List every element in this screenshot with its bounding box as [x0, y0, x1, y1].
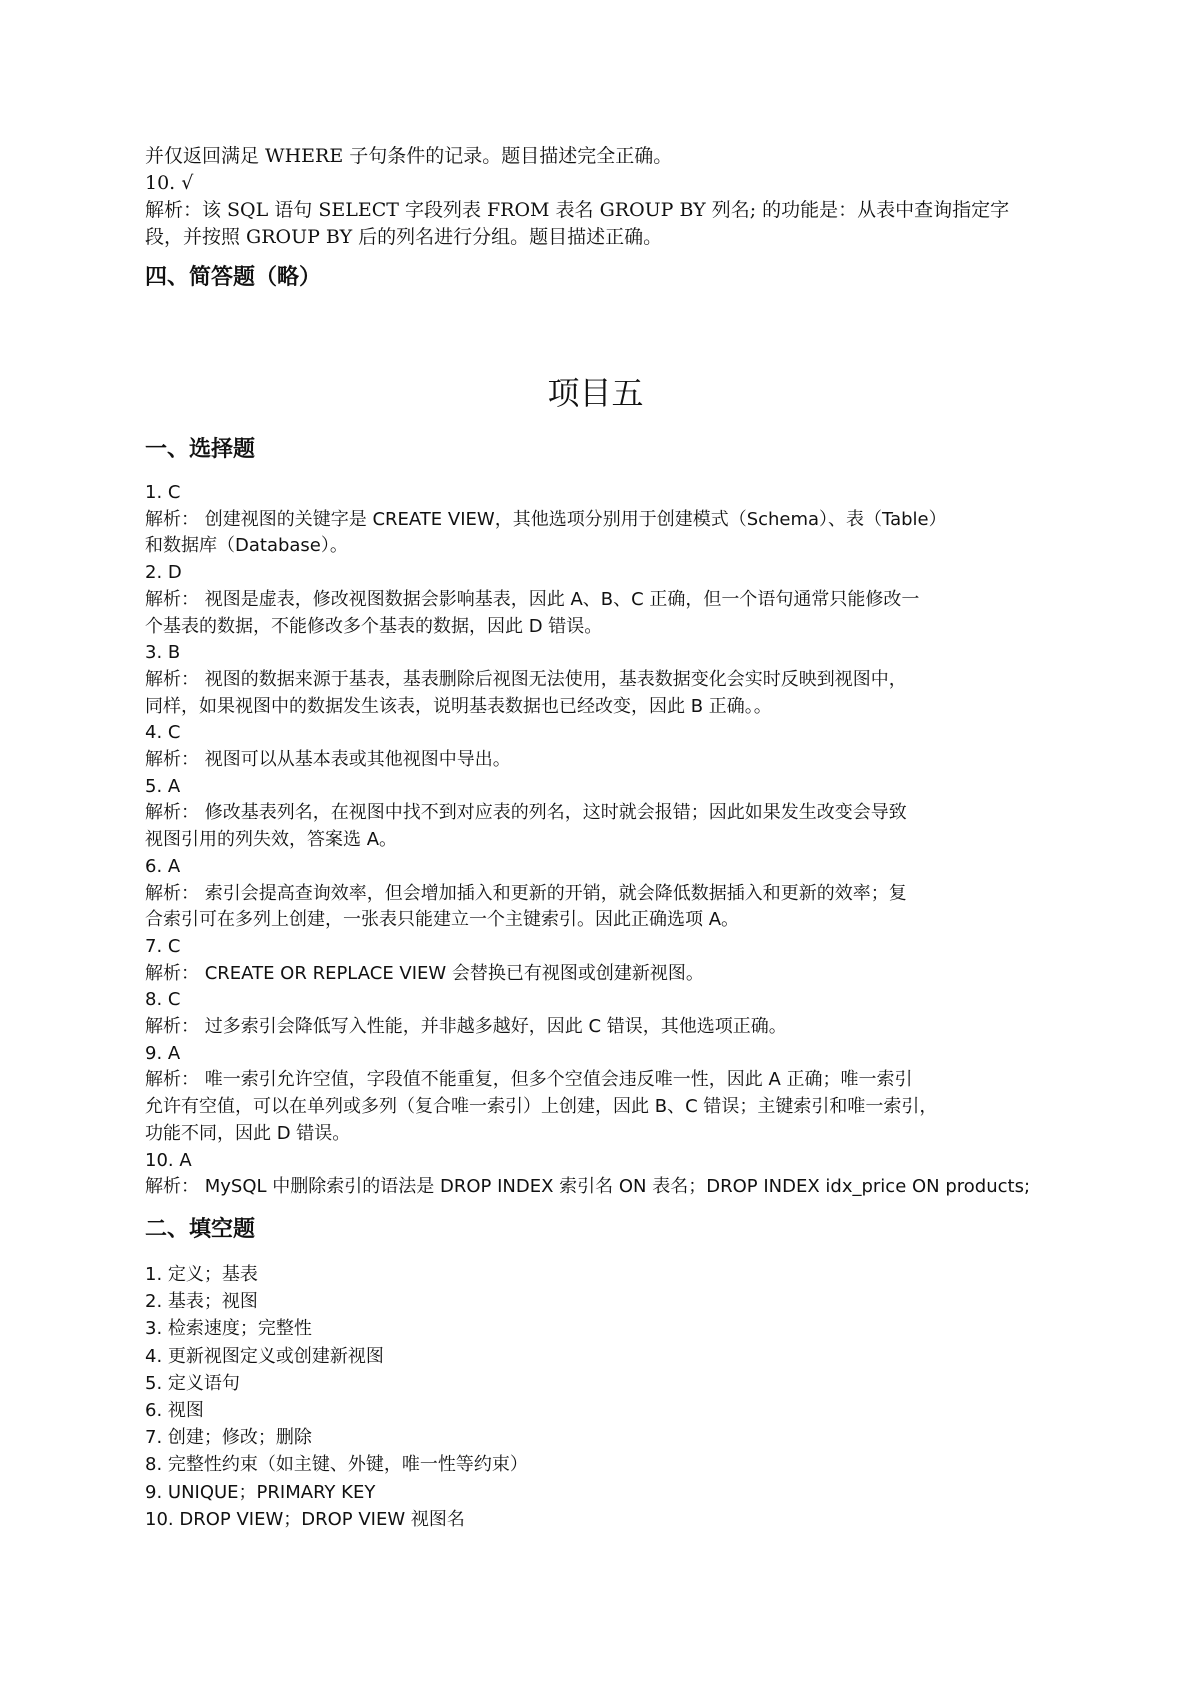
- explanation-line: 解析： MySQL 中删除索引的语法是 DROP INDEX 索引名 ON 表名；DROP INDEX idx_price ON products;: [145, 1176, 1031, 1198]
- answer-number: 5. A: [145, 775, 181, 797]
- fill-blank-item: 8. 完整性约束（如主键、外键，唯一性等约束）: [145, 1454, 528, 1476]
- answer-number: 9. A: [145, 1042, 181, 1064]
- fill-blank-item: 4. 更新视图定义或创建新视图: [145, 1345, 384, 1367]
- answer-number: 2. D: [145, 562, 182, 584]
- explanation-line: 功能不同，因此 D 错误。: [145, 1122, 351, 1144]
- explanation-line: 同样，如果视图中的数据发生该表，说明基表数据也已经改变，因此 B 正确。。: [145, 695, 772, 717]
- explanation-line: 解析： 唯一索引允许空值，字段值不能重复，但多个空值会违反唯一性，因此 A 正确；唯一索引: [145, 1069, 913, 1091]
- short-answer-heading: 四、简答题（略）: [145, 265, 322, 290]
- project-title: 项目五: [547, 374, 644, 412]
- fill-blank-section-heading: 二、填空题: [145, 1217, 256, 1242]
- explanation-line: 解析： 创建视图的关键字是 CREATE VIEW，其他选项分别用于创建模式（Schema）、表（Table）: [145, 508, 947, 530]
- fill-blank-item: 6. 视图: [145, 1400, 204, 1422]
- fill-blank-answers: [145, 1261, 1065, 1533]
- explanation-line: 个基表的数据，不能修改多个基表的数据，因此 D 错误。: [145, 615, 603, 637]
- fill-blank-item: 5. 定义语句: [145, 1372, 240, 1394]
- answer-number: 3. B: [145, 642, 181, 664]
- answer-number: 10. A: [145, 1149, 192, 1171]
- previous-section-tail: [145, 143, 1065, 251]
- fill-blank-item: 3. 检索速度；完整性: [145, 1318, 312, 1340]
- answer-number: 6. A: [145, 855, 181, 877]
- explanation-line: 和数据库（Database）。: [145, 535, 348, 557]
- paragraph-line: 并仅返回满足 WHERE 子句条件的记录。题目描述完全正确。: [145, 145, 673, 167]
- choice-section-heading: 一、选择题: [145, 437, 256, 462]
- explanation-line: 视图引用的列失效，答案选 A。: [145, 829, 398, 851]
- explanation-line: 合索引可在多列上创建，一张表只能建立一个主键索引。因此正确选项 A。: [145, 909, 740, 931]
- explanation-line: 允许有空值，可以在单列或多列（复合唯一索引）上创建，因此 B、C 错误；主键索引和唯一索引，: [145, 1096, 938, 1118]
- fill-blank-item: 7. 创建；修改；删除: [145, 1427, 312, 1449]
- explanation-line: 解析：该 SQL 语句 SELECT 字段列表 FROM 表名 GROUP BY 列名; 的功能是：从表中查询指定字: [145, 199, 1010, 221]
- explanation-line: 解析： 视图是虚表，修改视图数据会影响基表，因此 A、B、C 正确，但一个语句通常只能修改一: [145, 588, 920, 610]
- explanation-line: 解析： 修改基表列名，在视图中找不到对应表的列名，这时就会报错；因此如果发生改变会导致: [145, 802, 907, 824]
- answer-number: 4. C: [145, 722, 181, 744]
- explanation-line: 解析： CREATE OR REPLACE VIEW 会替换已有视图或创建新视图。: [145, 962, 704, 984]
- choice-answers: [145, 480, 1065, 1201]
- explanation-line: 解析： 视图的数据来源于基表，基表删除后视图无法使用，基表数据变化会实时反映到视图中，: [145, 668, 907, 690]
- fill-blank-item: 9. UNIQUE；PRIMARY KEY: [145, 1481, 376, 1503]
- explanation-line: 解析： 过多索引会降低写入性能，并非越多越好，因此 C 错误，其他选项正确。: [145, 1016, 787, 1038]
- answer-number: 10. √: [145, 172, 194, 194]
- fill-blank-item: 1. 定义；基表: [145, 1264, 258, 1285]
- explanation-line: 解析： 索引会提高查询效率，但会增加插入和更新的开销，就会降低数据插入和更新的效率；复: [145, 882, 907, 904]
- answer-number: 8. C: [145, 989, 181, 1011]
- answer-number: 7. C: [145, 935, 181, 957]
- explanation-line: 解析： 视图可以从基本表或其他视图中导出。: [145, 749, 511, 771]
- explanation-line: 段，并按照 GROUP BY 后的列名进行分组。题目描述正确。: [145, 226, 663, 248]
- fill-blank-item: 10. DROP VIEW；DROP VIEW 视图名: [145, 1508, 465, 1530]
- answer-number: 1. C: [145, 482, 181, 503]
- fill-blank-item: 2. 基表；视图: [145, 1291, 258, 1313]
